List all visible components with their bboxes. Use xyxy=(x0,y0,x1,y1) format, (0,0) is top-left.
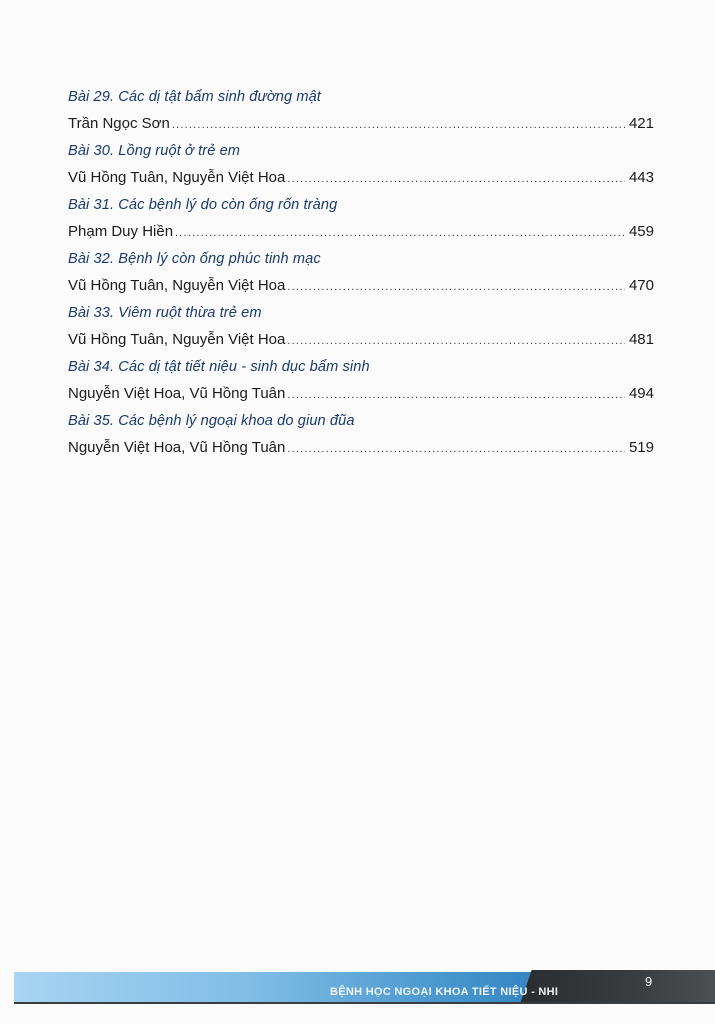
page-number: 519 xyxy=(628,439,654,456)
author-name: Vũ Hồng Tuân, Nguyễn Việt Hoa xyxy=(68,331,286,348)
toc-entry xyxy=(68,192,654,246)
dot-leader xyxy=(287,165,625,193)
author-line xyxy=(68,164,654,192)
page-number: 443 xyxy=(628,169,654,186)
lesson-title[interactable]: Bài 30. Lồng ruột ở trẻ em xyxy=(68,143,241,159)
footer-book-title: BỆNH HỌC NGOẠI KHOA TIẾT NIỆU - NHI xyxy=(330,986,559,998)
lesson-title[interactable]: Bài 35. Các bệnh lý ngoại khoa do giun đũa xyxy=(68,413,355,429)
author-name: Phạm Duy Hiền xyxy=(68,223,174,240)
lesson-title[interactable]: Bài 32. Bệnh lý còn ống phúc tinh mạc xyxy=(68,251,321,267)
author-line xyxy=(68,434,654,462)
page-number: 481 xyxy=(628,331,654,348)
lesson-title[interactable]: Bài 31. Các bệnh lý do còn ống rốn tràng xyxy=(68,197,338,213)
author-name: Vũ Hồng Tuân, Nguyễn Việt Hoa xyxy=(68,169,286,186)
dot-leader xyxy=(287,327,625,355)
author-line xyxy=(68,272,654,300)
dot-leader xyxy=(287,273,625,301)
dot-leader xyxy=(287,435,625,463)
page-number: 459 xyxy=(628,223,654,240)
author-name: Nguyễn Việt Hoa, Vũ Hồng Tuân xyxy=(68,439,286,456)
toc-entry xyxy=(68,300,654,354)
author-name: Trần Ngọc Sơn xyxy=(68,115,170,132)
author-line xyxy=(68,380,654,408)
page-footer xyxy=(0,970,715,1006)
page-number: 421 xyxy=(628,115,654,132)
table-of-contents xyxy=(68,84,654,462)
toc-entry xyxy=(68,246,654,300)
lesson-title[interactable]: Bài 34. Các dị tật tiết niệu - sinh dục bẩm sinh xyxy=(68,359,370,375)
toc-entry xyxy=(68,138,654,192)
toc-entry xyxy=(68,354,654,408)
toc-entry xyxy=(68,408,654,462)
lesson-title[interactable]: Bài 33. Viêm ruột thừa trẻ em xyxy=(68,305,262,321)
author-name: Nguyễn Việt Hoa, Vũ Hồng Tuân xyxy=(68,385,286,402)
author-line xyxy=(68,326,654,354)
page-number: 494 xyxy=(628,385,654,402)
page-number: 470 xyxy=(628,277,654,294)
author-line xyxy=(68,218,654,246)
dot-leader xyxy=(287,381,625,409)
author-name: Vũ Hồng Tuân, Nguyễn Việt Hoa xyxy=(68,277,286,294)
dot-leader xyxy=(175,219,625,247)
author-line xyxy=(68,110,654,138)
footer-rule xyxy=(14,1002,715,1004)
footer-page-number: 9 xyxy=(645,974,653,989)
lesson-title[interactable]: Bài 29. Các dị tật bẩm sinh đường mật xyxy=(68,89,321,105)
dot-leader xyxy=(172,111,625,139)
toc-entry xyxy=(68,84,654,138)
